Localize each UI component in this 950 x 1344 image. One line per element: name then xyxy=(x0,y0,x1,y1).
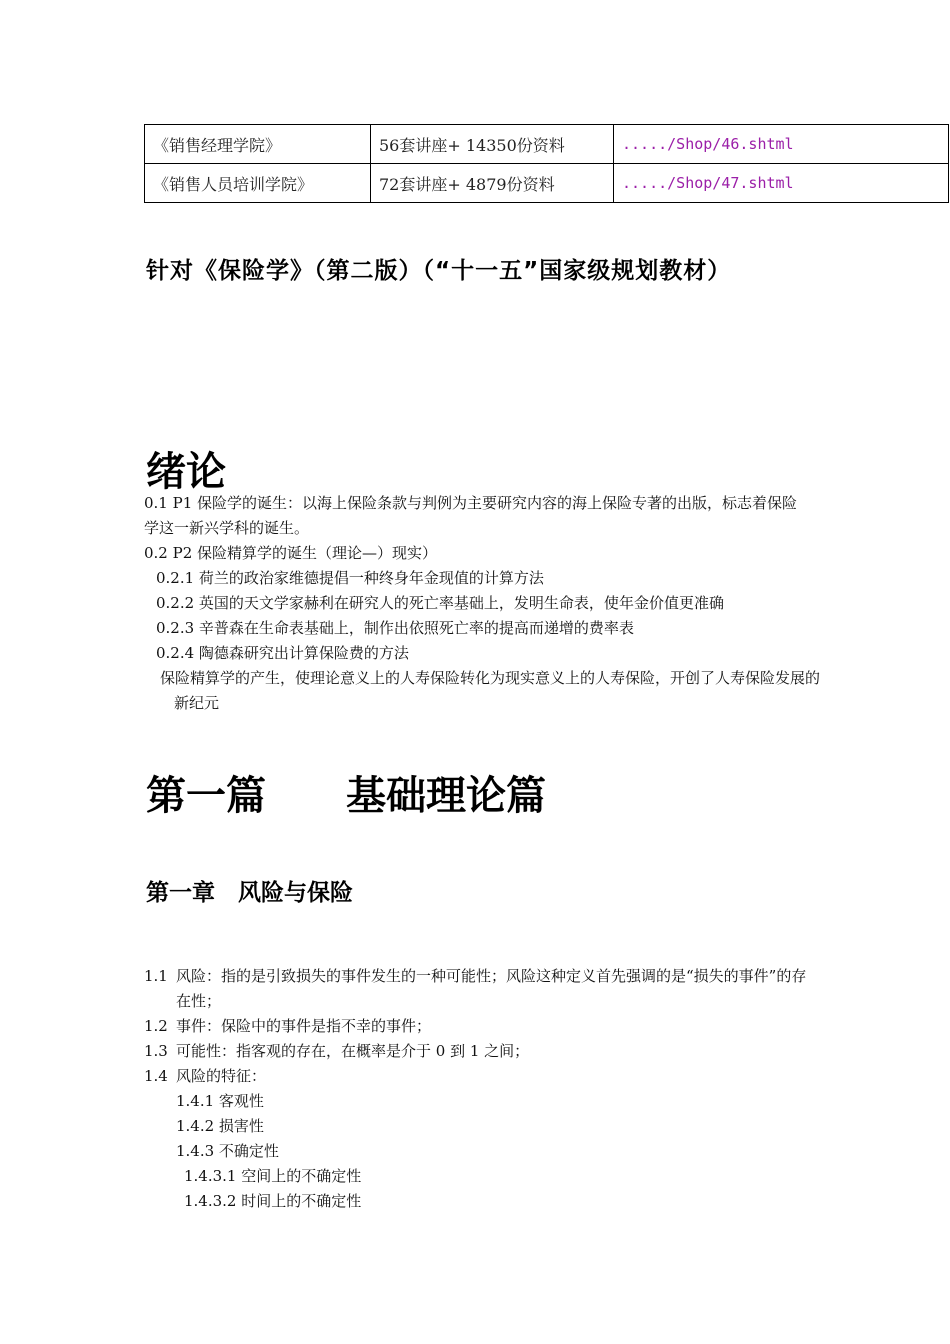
section-1-1 xyxy=(144,964,808,1014)
list-item: 0.2.1 荷兰的政治家维德提倡一种终身年金现值的计算方法 xyxy=(156,569,544,587)
section-1-2 xyxy=(144,1014,808,1039)
section-text: 风险：指的是引致损失的事件发生的一种可能性；风险这种定义首先强调的是“损失的事件”的存在性； xyxy=(176,967,807,1010)
list-item: 1.4.3 不确定性 xyxy=(176,1142,279,1160)
section-number: 1.3 xyxy=(144,1042,168,1060)
list-item: 1.4.1 客观性 xyxy=(176,1092,264,1110)
section-text: 可能性：指客观的存在，在概率是介于 0 到 1 之间； xyxy=(176,1042,530,1060)
chapter-title: 第一章 风险与保险 xyxy=(146,880,353,906)
list-item: 0.2.4 陶德森研究出计算保险费的方法 xyxy=(156,644,409,662)
list-item: 1.4.3.1 空间上的不确定性 xyxy=(184,1167,362,1185)
intro-heading: 绪论 xyxy=(146,449,226,495)
table-row xyxy=(145,164,949,203)
section-text: 风险的特征： xyxy=(176,1067,267,1085)
section-number: 1.1 xyxy=(144,967,168,985)
part-title: 第一篇 基础理论篇 xyxy=(146,773,546,819)
intro-summary: 保险精算学的产生，使理论意义上的人寿保险转化为现实意义上的人寿保险，开创了人寿保险发展的新纪元 xyxy=(160,669,821,712)
course-desc: 56套讲座+ 14350份资料 xyxy=(371,125,614,164)
intro-paragraph-1: 0.1 P1 保险学的诞生：以海上保险条款与判例为主要研究内容的海上保险专著的出版，标志着保险学这一新兴学科的诞生。 xyxy=(144,494,798,537)
list-item: 0.2.2 英国的天文学家赫利在研究人的死亡率基础上，发明生命表，使年金价值更准确 xyxy=(156,594,724,612)
section-1-3 xyxy=(144,1039,808,1064)
document-subtitle: 针对《保险学》（第二版）（“十一五”国家级规划教材） xyxy=(146,258,732,284)
section-number: 1.4 xyxy=(144,1067,168,1085)
catalog-table xyxy=(144,124,949,203)
course-desc: 72套讲座+ 4879份资料 xyxy=(371,164,614,203)
course-link[interactable]: ...../Shop/46.shtml xyxy=(614,125,949,164)
list-item: 1.4.3.2 时间上的不确定性 xyxy=(184,1192,362,1210)
section-1-4 xyxy=(144,1064,808,1089)
intro-paragraph-2: 0.2 P2 保险精算学的诞生（理论—）现实） xyxy=(144,544,438,562)
course-name: 《销售人员培训学院》 xyxy=(145,164,371,203)
course-name: 《销售经理学院》 xyxy=(145,125,371,164)
list-item: 0.2.3 辛普森在生命表基础上，制作出依照死亡率的提高而递增的费率表 xyxy=(156,619,634,637)
list-item: 1.4.2 损害性 xyxy=(176,1117,264,1135)
table-row xyxy=(145,125,949,164)
section-text: 事件：保险中的事件是指不幸的事件； xyxy=(176,1017,432,1035)
section-number: 1.2 xyxy=(144,1017,168,1035)
course-link[interactable]: ...../Shop/47.shtml xyxy=(614,164,949,203)
